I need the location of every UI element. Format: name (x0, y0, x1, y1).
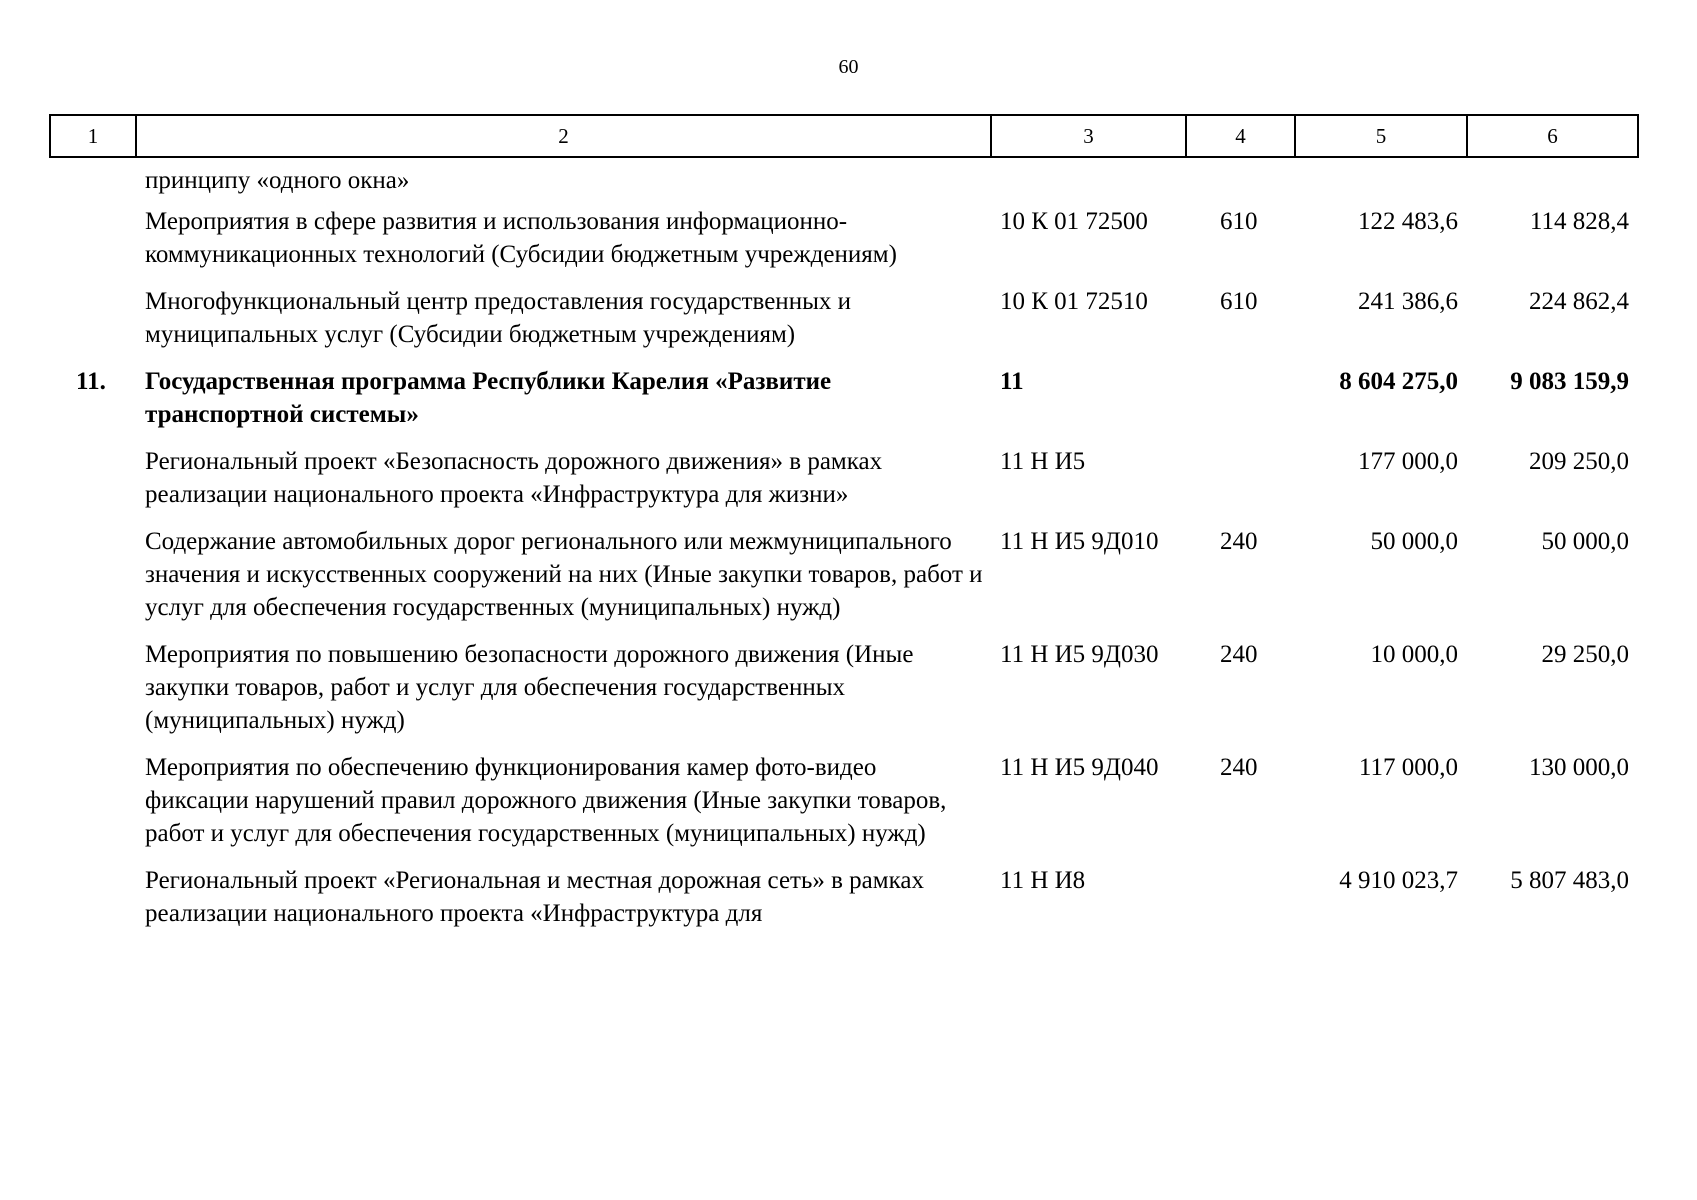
row-name: Государственная программа Республики Карелия «Развитие транспортной системы» (145, 368, 832, 428)
row-name: Мероприятия в сфере развития и использования информационно-коммуникационных технологий (Субсидии бюджетным учреждениям) (145, 208, 897, 268)
table-row (50, 525, 1638, 638)
table-row (50, 157, 1638, 205)
table-row (50, 365, 1638, 445)
row-code: 10 К 01 72500 (1000, 208, 1148, 235)
row-code: 11 Н И8 (1000, 867, 1086, 894)
header-col-5: 5 (1295, 115, 1467, 157)
row-amount-1: 4 910 023,7 (1339, 867, 1458, 894)
row-number (50, 205, 136, 285)
row-expense-type: 240 (1220, 641, 1258, 668)
row-code: 11 Н И5 9Д010 (1000, 528, 1159, 555)
row-number (50, 285, 136, 365)
row-amount-2 (1467, 157, 1638, 205)
row-amount-1: 8 604 275,0 (1339, 368, 1458, 395)
header-row (50, 115, 1638, 157)
row-code: 11 Н И5 9Д030 (1000, 641, 1159, 668)
row-name: Многофункциональный центр предоставления государственных и муниципальных услуг (Субсидии бюджетным учреждениям) (145, 288, 851, 348)
row-amount-2: 114 828,4 (1529, 208, 1629, 235)
row-expense-type: 610 (1220, 208, 1258, 235)
row-name: Региональный проект «Региональная и местная дорожная сеть» в рамках реализации национального проекта «Инфраструктура для (145, 867, 924, 927)
row-amount-2: 5 807 483,0 (1510, 867, 1629, 894)
row-expense-type: 240 (1220, 754, 1258, 781)
row-amount-2: 29 250,0 (1541, 641, 1629, 668)
row-expense-type (1186, 445, 1295, 525)
row-name: Региональный проект «Безопасность дорожного движения» в рамках реализации национального проекта «Инфраструктура для жизни» (145, 448, 883, 508)
row-amount-2: 50 000,0 (1541, 528, 1629, 555)
table-row (50, 205, 1638, 285)
row-code: 11 (1000, 368, 1024, 395)
header-col-1: 1 (50, 115, 136, 157)
row-expense-type (1186, 365, 1295, 445)
row-amount-2: 209 250,0 (1529, 448, 1629, 475)
header-col-4: 4 (1186, 115, 1295, 157)
row-expense-type: 610 (1220, 288, 1258, 315)
row-code (991, 157, 1186, 205)
row-code: 11 Н И5 (1000, 448, 1086, 475)
row-name: Мероприятия по повышению безопасности дорожного движения (Иные закупки товаров, работ и услуг для обеспечения государственных (муниципальных) нужд) (145, 641, 914, 734)
header-col-6: 6 (1467, 115, 1638, 157)
budget-table (49, 114, 1639, 944)
row-amount-1: 50 000,0 (1370, 528, 1458, 555)
row-code: 11 Н И5 9Д040 (1000, 754, 1159, 781)
row-amount-2: 9 083 159,9 (1510, 368, 1629, 395)
header-col-3: 3 (991, 115, 1186, 157)
table-row (50, 751, 1638, 864)
table-row (50, 638, 1638, 751)
row-number: 11. (76, 368, 106, 395)
table-body (50, 157, 1638, 944)
table-header (50, 115, 1638, 157)
row-amount-1: 122 483,6 (1358, 208, 1458, 235)
header-col-2: 2 (136, 115, 991, 157)
row-amount-1: 241 386,6 (1358, 288, 1458, 315)
row-amount-2: 224 862,4 (1529, 288, 1629, 315)
table-row (50, 285, 1638, 365)
row-amount-1 (1295, 157, 1467, 205)
row-number (50, 157, 136, 205)
row-expense-type (1186, 157, 1295, 205)
row-expense-type (1186, 864, 1295, 944)
row-code: 10 К 01 72510 (1000, 288, 1148, 315)
row-number (50, 864, 136, 944)
row-number (50, 751, 136, 864)
row-amount-2: 130 000,0 (1529, 754, 1629, 781)
row-number (50, 445, 136, 525)
table-row (50, 864, 1638, 944)
table-row (50, 445, 1638, 525)
row-number (50, 525, 136, 638)
row-amount-1: 177 000,0 (1358, 448, 1458, 475)
page-number: 60 (838, 56, 859, 78)
row-number (50, 638, 136, 751)
row-name: Содержание автомобильных дорог регионального или межмуниципального значения и искусственных сооружений на них (Иные закупки товаров, работ и услуг для обеспечения государственных (муниципальных) нужд) (145, 528, 983, 621)
row-expense-type: 240 (1220, 528, 1258, 555)
row-amount-1: 10 000,0 (1370, 641, 1458, 668)
row-name: принципу «одного окна» (145, 167, 410, 194)
row-amount-1: 117 000,0 (1358, 754, 1458, 781)
row-name: Мероприятия по обеспечению функционирования камер фото-видео фиксации нарушений правил дорожного движения (Иные закупки товаров, работ и услуг для обеспечения государственных (муниципальных) нужд) (145, 754, 947, 847)
